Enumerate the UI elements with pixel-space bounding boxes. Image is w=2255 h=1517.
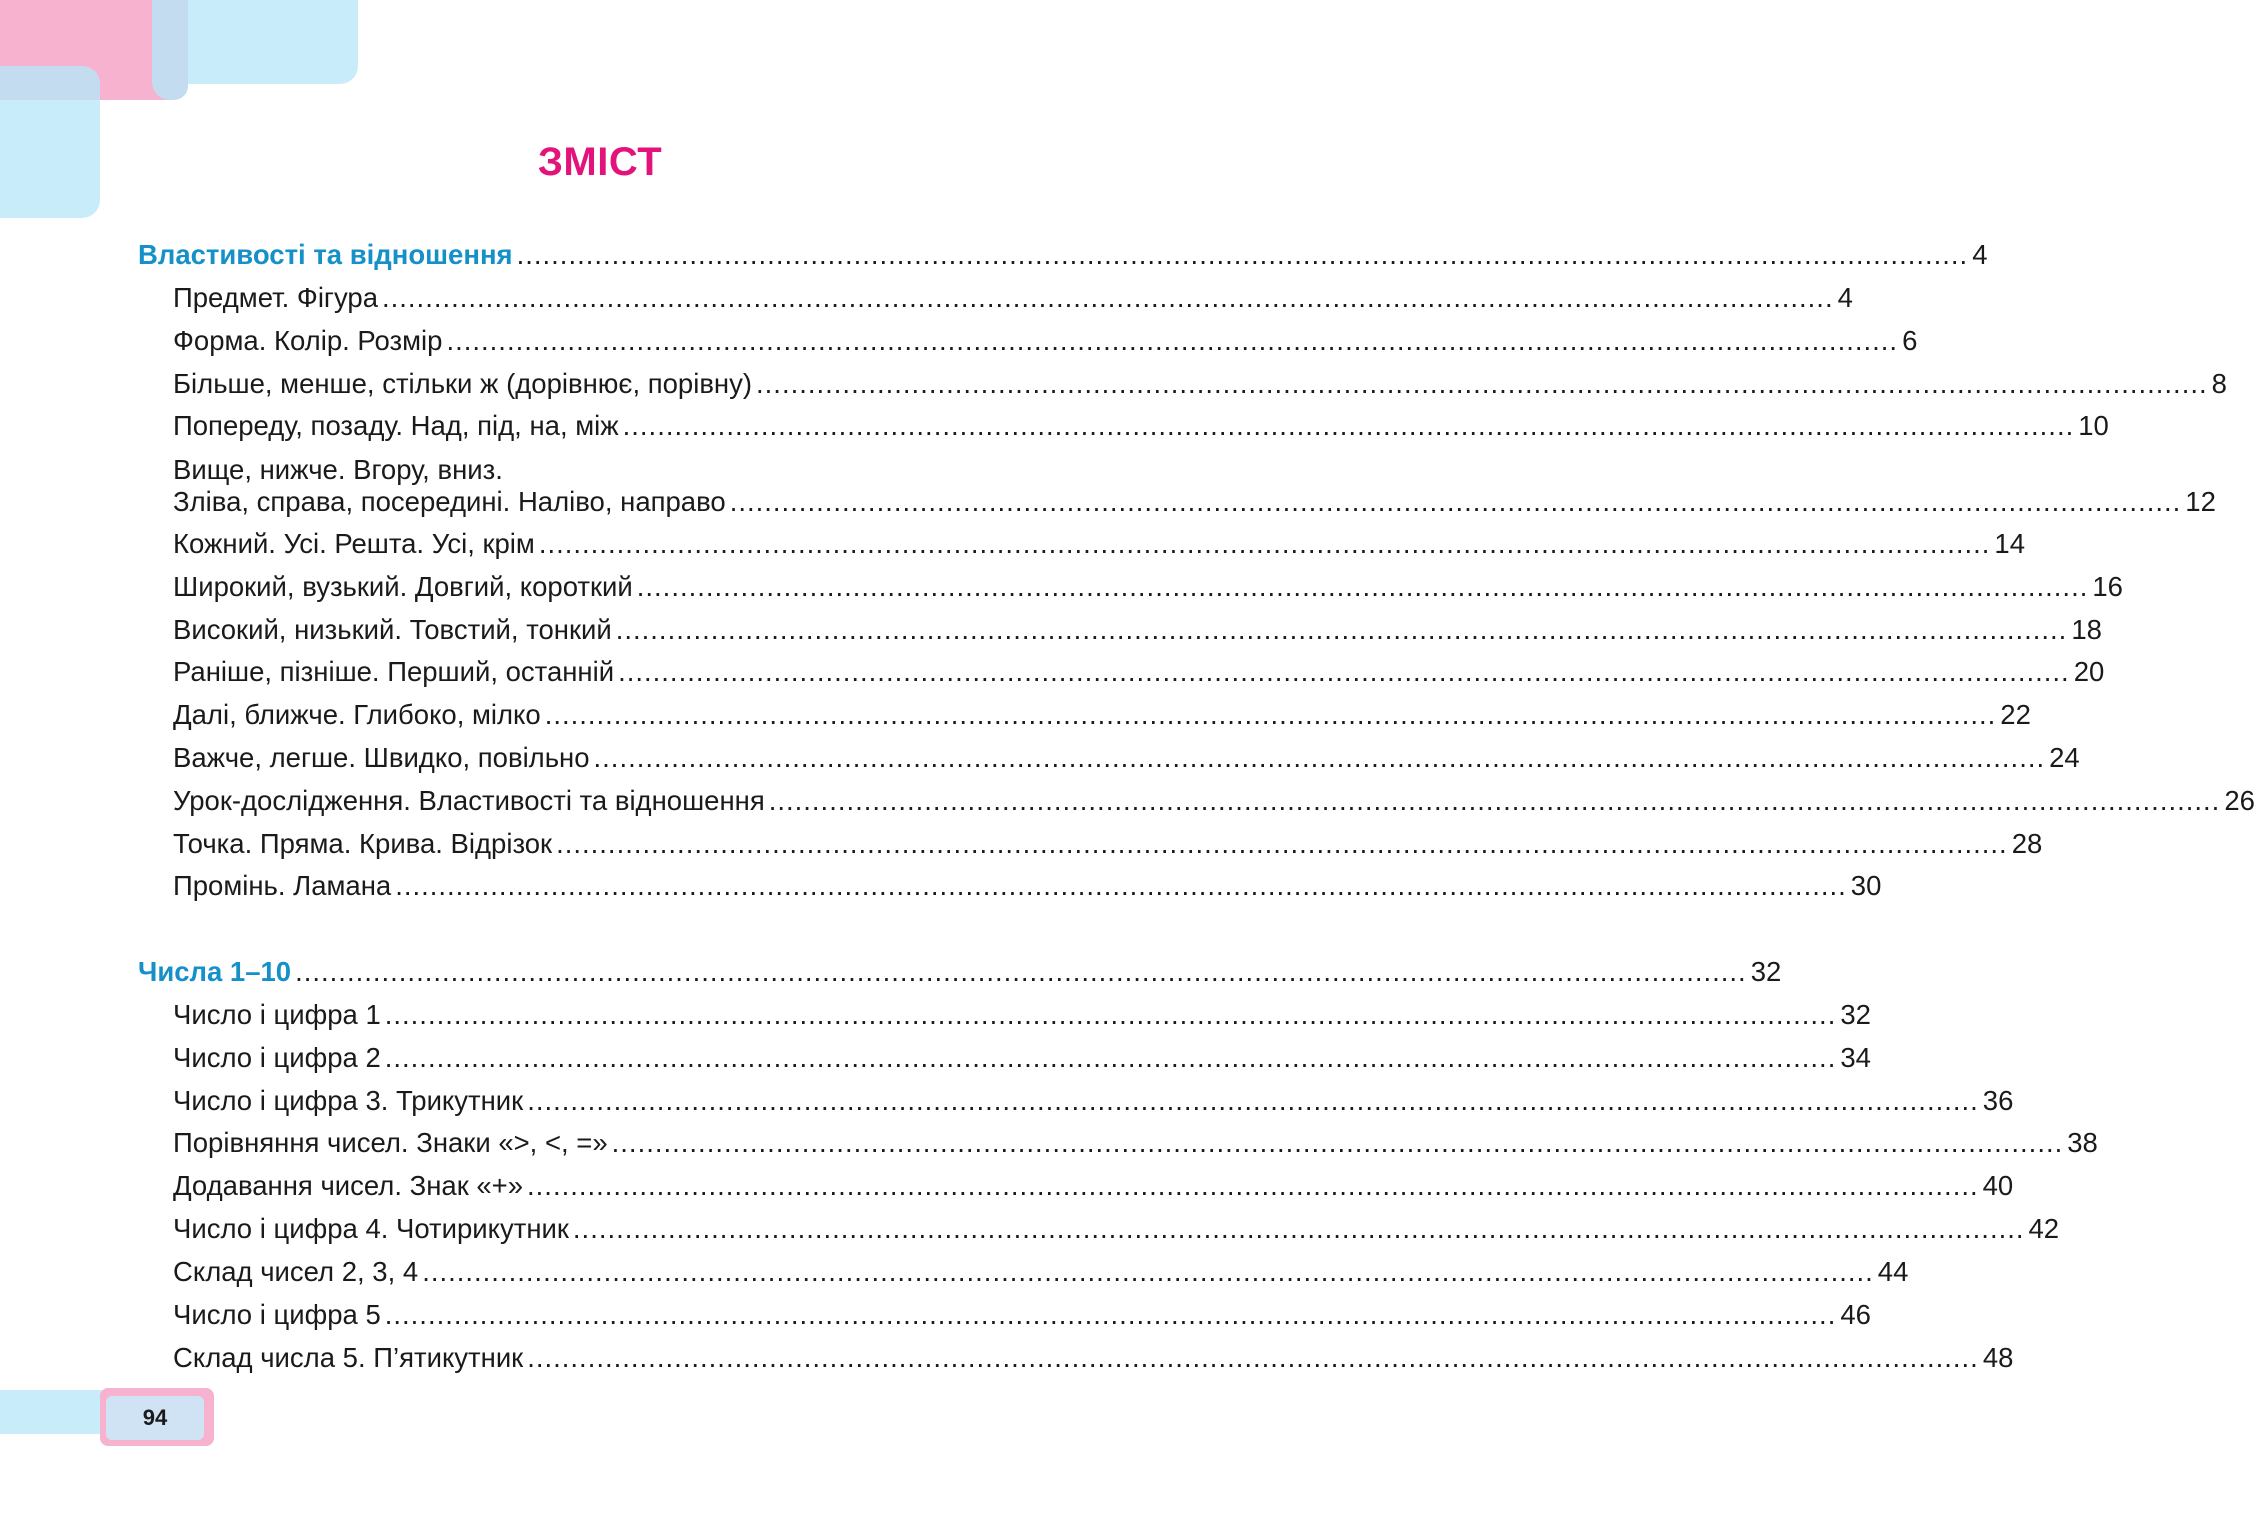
toc-page-number: 16 xyxy=(2092,571,2123,602)
toc-entry-label: Більше, менше, стільки ж (дорівнює, порівну) xyxy=(173,368,753,399)
corner-decoration-overlap-left xyxy=(0,66,100,100)
toc-entry-label: Широкий, вузький. Довгий, короткий xyxy=(173,571,633,602)
dot-leader: ........................................................................................................................................................................ xyxy=(384,999,1837,1030)
toc-entry-label: Далі, ближче. Глибоко, мілко xyxy=(173,699,541,730)
toc-entry[interactable] xyxy=(0,698,2031,732)
toc-page-number: 46 xyxy=(1840,1299,1871,1330)
toc-entry-label: Урок-дослідження. Властивості та відношення xyxy=(173,785,765,816)
toc-entry-label: Точка. Пряма. Крива. Відрізок xyxy=(173,828,553,859)
dot-leader: ........................................................................................................................................................................ xyxy=(382,282,1834,313)
dot-leader: ........................................................................................................................................................................ xyxy=(516,239,1969,270)
dot-leader: ........................................................................................................................................................................ xyxy=(395,870,1847,901)
toc-page-number: 40 xyxy=(1982,1170,2014,1201)
toc-entry-label: Число і цифра 5 xyxy=(173,1299,381,1330)
dot-leader: ........................................................................................................................................................................ xyxy=(572,1213,2025,1244)
dot-leader: ........................................................................................................................................................................ xyxy=(527,1170,1979,1201)
dot-leader: ........................................................................................................................................................................ xyxy=(611,1127,2064,1158)
toc-page-number: 4 xyxy=(1972,239,1988,270)
toc-entry[interactable] xyxy=(0,1169,2014,1203)
dot-leader: ........................................................................................................................................................................ xyxy=(615,614,2068,645)
toc-page-number: 36 xyxy=(1982,1085,2014,1116)
toc-entry-label: Число і цифра 4. Чотирикутник xyxy=(173,1213,569,1244)
toc-entry[interactable] xyxy=(0,998,1871,1032)
toc-entry-label: Склад числа 5. П’ятикутник xyxy=(173,1342,524,1373)
toc-page-number: 14 xyxy=(1994,528,2026,559)
toc-page-number: 30 xyxy=(1850,870,1882,901)
dot-leader: ........................................................................................................................................................................ xyxy=(618,656,2070,687)
toc-entry[interactable] xyxy=(0,1255,1909,1289)
toc-entry[interactable] xyxy=(0,527,2026,561)
toc-entry[interactable] xyxy=(0,1341,2014,1375)
toc-entry[interactable] xyxy=(0,1041,1871,1075)
toc-entry-label-line1: Вище, нижче. Вгору, вниз. xyxy=(173,454,503,485)
toc-page-number: 38 xyxy=(2067,1127,2098,1158)
toc-page-number: 32 xyxy=(1840,999,1871,1030)
toc-page-number: 32 xyxy=(1750,956,1782,987)
toc-entry[interactable] xyxy=(0,827,2043,861)
toc-page-number: 18 xyxy=(2071,614,2102,645)
toc-entry[interactable] xyxy=(0,570,2123,604)
page-title: ЗМІСТ xyxy=(537,140,663,184)
dot-leader: ........................................................................................................................................................................ xyxy=(544,699,1997,730)
toc-entry[interactable] xyxy=(0,409,2109,443)
dot-leader: ........................................................................................................................................................................ xyxy=(422,1256,1874,1287)
dot-leader: ........................................................................................................................................................................ xyxy=(756,368,2208,399)
dot-leader: ........................................................................................................................................................................ xyxy=(446,325,1899,356)
dot-leader: ........................................................................................................................................................................ xyxy=(622,410,2075,441)
toc-entry[interactable] xyxy=(0,367,2227,401)
toc-entry-label: Промінь. Ламана xyxy=(173,870,392,901)
toc-entry-multiline[interactable] xyxy=(173,454,2216,518)
toc-entry-label: Високий, низький. Товстий, тонкий xyxy=(173,614,612,645)
dot-leader: ........................................................................................................................................................................ xyxy=(527,1085,1979,1116)
toc-page-number: 4 xyxy=(1837,282,1853,313)
page-number: 94 xyxy=(142,1405,168,1430)
toc-entry-label: Зліва, справа, посередині. Наліво, направо xyxy=(173,486,726,517)
toc-section-title: Числа 1–10 xyxy=(138,956,292,987)
toc-entry[interactable] xyxy=(0,1084,2014,1118)
toc-page-number: 22 xyxy=(2000,699,2031,730)
toc-entry[interactable] xyxy=(0,324,1918,358)
toc-page-number: 8 xyxy=(2211,368,2227,399)
toc-entry[interactable] xyxy=(0,1298,1871,1332)
dot-leader: ........................................................................................................................................................................ xyxy=(593,742,2046,773)
toc-page-number: 20 xyxy=(2073,656,2105,687)
toc-entry[interactable] xyxy=(0,655,2105,689)
toc-entry[interactable] xyxy=(0,1126,2098,1160)
dot-leader: ........................................................................................................................................................................ xyxy=(636,571,2089,602)
toc-entry[interactable] xyxy=(0,869,1882,903)
toc-page-number: 44 xyxy=(1877,1256,1909,1287)
toc-entry-label: Раніше, пізніше. Перший, останній xyxy=(173,656,615,687)
toc-entry-label: Додавання чисел. Знак «+» xyxy=(173,1170,524,1201)
toc-entry[interactable] xyxy=(0,741,2080,775)
toc-section-numbers[interactable] xyxy=(0,955,1782,989)
toc-page-number: 10 xyxy=(2078,410,2109,441)
dot-leader: ........................................................................................................................................................................ xyxy=(768,785,2221,816)
toc-section-properties[interactable] xyxy=(0,238,1988,272)
toc-page-number: 6 xyxy=(1902,325,1918,356)
toc-section-title: Властивості та відношення xyxy=(138,239,513,270)
dot-leader: ........................................................................................................................................................................ xyxy=(538,528,1991,559)
toc-entry-label: Форма. Колір. Розмір xyxy=(173,325,443,356)
toc-page-number: 24 xyxy=(2049,742,2080,773)
toc-page-number: 42 xyxy=(2028,1213,2060,1244)
dot-leader: ........................................................................................................................................................................ xyxy=(527,1342,1979,1373)
toc-entry-label: Кожний. Усі. Решта. Усі, крім xyxy=(173,528,535,559)
toc-entry-label: Предмет. Фігура xyxy=(173,282,378,313)
dot-leader: ........................................................................................................................................................................ xyxy=(729,486,2182,517)
dot-leader: ........................................................................................................................................................................ xyxy=(384,1299,1837,1330)
toc-entry-label: Число і цифра 1 xyxy=(173,999,381,1030)
toc-entry-label: Склад чисел 2, 3, 4 xyxy=(173,1256,419,1287)
toc-entry-label: Порівняння чисел. Знаки «>, <, =» xyxy=(173,1127,608,1158)
toc-entry[interactable] xyxy=(0,281,1853,315)
toc-entry[interactable] xyxy=(0,784,2255,818)
toc-entry-label: Число і цифра 2 xyxy=(173,1042,381,1073)
dot-leader: ........................................................................................................................................................................ xyxy=(295,956,1747,987)
toc-page-number: 26 xyxy=(2224,785,2255,816)
toc-entry-label: Попереду, позаду. Над, під, на, між xyxy=(173,410,619,441)
toc-entry[interactable] xyxy=(0,613,2102,647)
toc-page-number: 48 xyxy=(1982,1342,2014,1373)
dot-leader: ........................................................................................................................................................................ xyxy=(384,1042,1837,1073)
toc-page-number: 12 xyxy=(2185,486,2216,517)
toc-page-number: 34 xyxy=(1840,1042,1871,1073)
toc-page-number: 28 xyxy=(2011,828,2043,859)
dot-leader: ........................................................................................................................................................................ xyxy=(556,828,2008,859)
toc-entry-label: Важче, легше. Швидко, повільно xyxy=(173,742,590,773)
corner-decoration-overlap xyxy=(152,0,188,100)
toc-entry-label: Число і цифра 3. Трикутник xyxy=(173,1085,524,1116)
toc-entry[interactable] xyxy=(0,1212,2060,1246)
